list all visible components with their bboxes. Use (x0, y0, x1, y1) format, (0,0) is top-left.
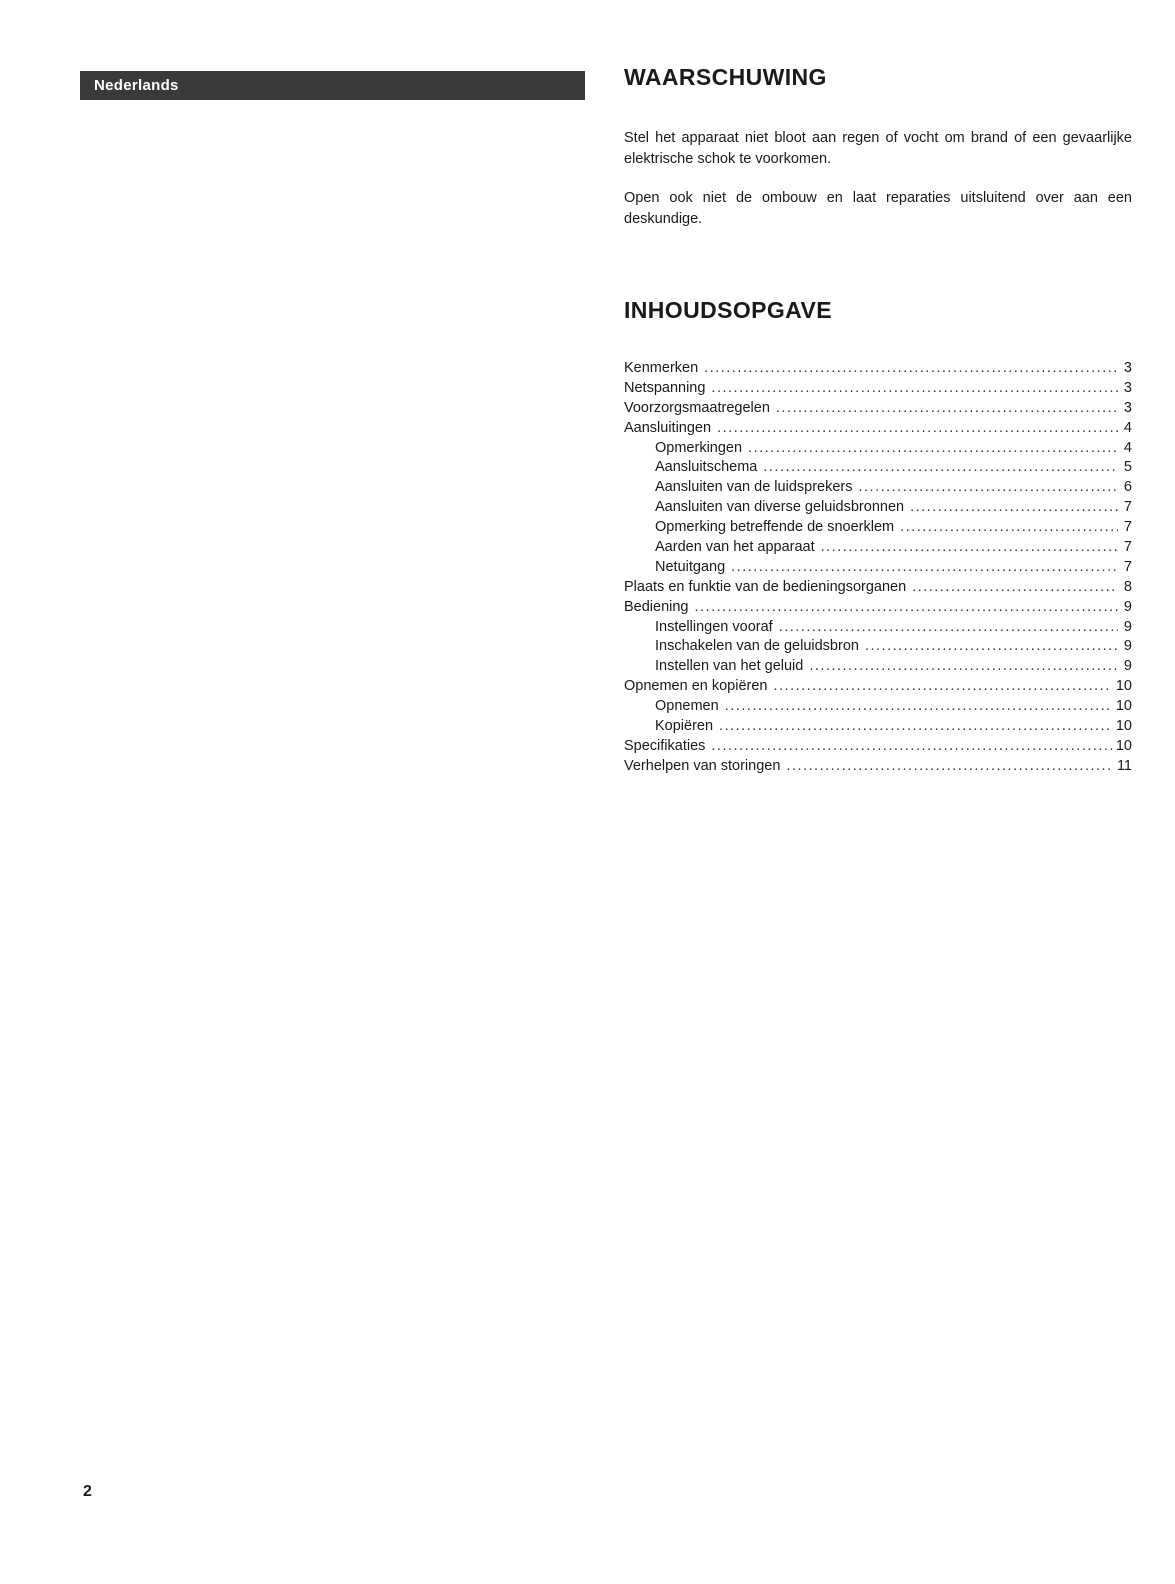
toc-leader-dots (821, 538, 1118, 558)
toc-leader-dots (900, 518, 1118, 538)
toc-entry-label: Kopiëren (655, 718, 714, 735)
toc-entry-label: Aansluiten van diverse geluidsbronnen (655, 499, 905, 516)
toc-entry-label: Plaats en funktie van de bedieningsorganen (624, 578, 907, 595)
toc-entry (624, 359, 1132, 379)
toc-entry-label: Voorzorgsmaatregelen (624, 399, 770, 416)
toc-entry-page: 7 (1123, 539, 1132, 556)
toc-leader-dots (731, 558, 1118, 578)
toc-entry-page: 10 (1115, 737, 1132, 754)
toc-entry-label: Verhelpen van storingen (624, 757, 781, 774)
toc-entry (624, 379, 1132, 399)
toc-leader-dots (719, 717, 1112, 737)
toc-entry-label: Instellen van het geluid (655, 658, 804, 675)
toc-entry (624, 677, 1132, 697)
toc-entry (624, 737, 1132, 757)
toc-leader-dots (695, 598, 1119, 618)
toc-title: INHOUDSOPGAVE (624, 297, 832, 323)
toc-leader-dots (774, 677, 1112, 697)
toc-entry (624, 558, 1132, 578)
toc-leader-dots (711, 379, 1118, 399)
toc-leader-dots (809, 657, 1118, 677)
toc-leader-dots (725, 697, 1112, 717)
toc-entry-page: 9 (1123, 658, 1132, 675)
toc-entry-label: Specifikaties (624, 737, 706, 754)
toc-entry-page: 9 (1123, 618, 1132, 635)
toc-entry (624, 439, 1132, 459)
toc-entry-page: 7 (1123, 499, 1132, 516)
toc-entry-page: 3 (1123, 360, 1132, 376)
toc-entry-page: 7 (1123, 558, 1132, 575)
toc-entry-label: Opmerkingen (655, 439, 743, 456)
toc-leader-dots (763, 458, 1118, 478)
toc-leader-dots (858, 478, 1118, 498)
toc-entry-label: Netspanning (624, 379, 706, 396)
toc-entry (624, 598, 1132, 618)
toc-leader-dots (748, 439, 1118, 459)
toc-entry-label: Kenmerken (624, 360, 699, 376)
toc-entry (624, 757, 1132, 777)
toc-entry-page: 10 (1115, 698, 1132, 715)
table-of-contents (624, 359, 1132, 777)
toc-entry (624, 578, 1132, 598)
toc-entry (624, 717, 1132, 737)
toc-entry (624, 419, 1132, 439)
toc-leader-dots (704, 359, 1118, 379)
toc-entry-page: 4 (1123, 439, 1132, 456)
toc-entry-label: Opnemen (655, 698, 719, 715)
toc-entry-label: Aansluitingen (624, 419, 712, 436)
toc-entry-page: 5 (1123, 459, 1132, 476)
warning-paragraph: Open ook niet de ombouw en laat reparaties uitsluitend over aan een deskundige. (624, 190, 1132, 227)
toc-entry (624, 657, 1132, 677)
toc-entry-page: 3 (1123, 399, 1132, 416)
toc-leader-dots (711, 737, 1111, 757)
warning-text (624, 128, 1132, 248)
toc-entry (624, 697, 1132, 717)
toc-entry-label: Inschakelen van de geluidsbron (655, 638, 859, 655)
toc-entry (624, 399, 1132, 419)
toc-entry-page: 7 (1123, 519, 1132, 536)
toc-entry (624, 637, 1132, 657)
toc-entry-page: 9 (1123, 598, 1132, 615)
page-number: 2 (83, 1483, 92, 1500)
toc-entry-page: 8 (1123, 578, 1132, 595)
toc-entry (624, 458, 1132, 478)
toc-leader-dots (776, 399, 1118, 419)
toc-leader-dots (786, 757, 1113, 777)
toc-entry-page: 3 (1123, 379, 1132, 396)
toc-entry-label: Bediening (624, 598, 689, 615)
toc-leader-dots (910, 498, 1118, 518)
toc-entry-page: 10 (1115, 678, 1132, 695)
language-tab: Nederlands (80, 71, 585, 100)
toc-leader-dots (912, 578, 1118, 598)
toc-leader-dots (779, 618, 1118, 638)
toc-entry-label: Instellingen vooraf (655, 618, 773, 635)
toc-leader-dots (717, 419, 1118, 439)
toc-entry-page: 6 (1123, 479, 1132, 496)
toc-entry (624, 538, 1132, 558)
toc-entry-label: Netuitgang (655, 558, 726, 575)
toc-entry-label: Aarden van het apparaat (655, 539, 815, 556)
toc-entry-label: Aansluiten van de luidsprekers (655, 479, 853, 496)
toc-entry-label: Aansluitschema (655, 459, 758, 476)
warning-paragraph: Stel het apparaat niet bloot aan regen of vocht om brand of een gevaarlijke elektrische schok te voorkomen. (624, 130, 1132, 167)
toc-entry (624, 618, 1132, 638)
toc-entry (624, 498, 1132, 518)
toc-entry-label: Opmerking betreffende de snoerklem (655, 519, 895, 536)
toc-leader-dots (865, 637, 1118, 657)
warning-title: WAARSCHUWING (624, 64, 827, 90)
toc-entry (624, 478, 1132, 498)
toc-entry (624, 518, 1132, 538)
toc-entry-page: 4 (1123, 419, 1132, 436)
toc-entry-page: 9 (1123, 638, 1132, 655)
toc-entry-page: 10 (1115, 718, 1132, 735)
toc-entry-label: Opnemen en kopiëren (624, 678, 768, 695)
toc-entry-page: 11 (1116, 757, 1132, 774)
